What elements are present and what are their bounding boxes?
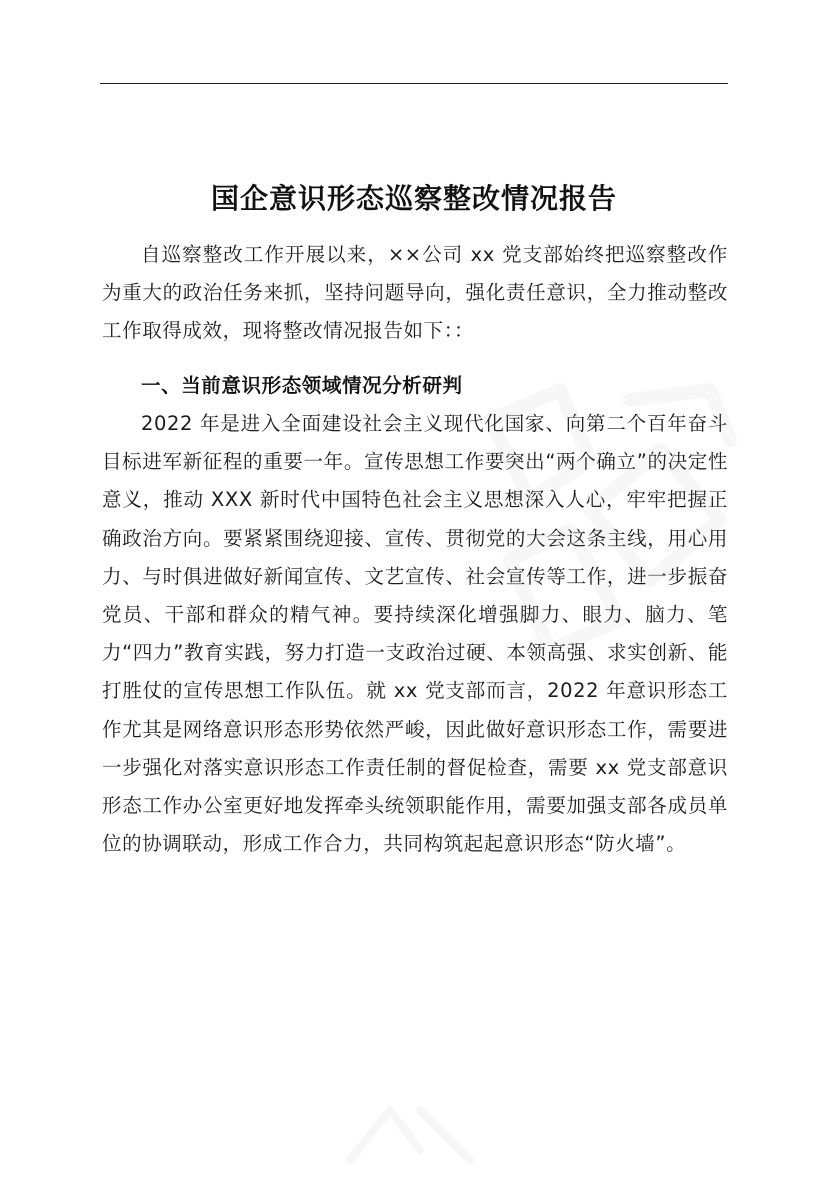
watermark-logo <box>420 330 780 690</box>
intro-paragraph: 自巡察整改工作开展以来，××公司 xx 党支部始终把巡察整改作为重大的政治任务来抓，坚持问题导向，强化责任意识，全力推动整改工作取得成效，现将整改情况报告如下：： <box>102 243 728 343</box>
watermark-mark <box>330 1080 490 1180</box>
section-heading: 一、当前意识形态领域情况分析研判 <box>141 374 463 397</box>
document-title: 国企意识形态巡察整改情况报告 <box>210 181 617 215</box>
header-rule <box>100 83 728 84</box>
analysis-paragraph: 2022 年是进入全面建设社会主义现代化国家、向第二个百年奋斗目标进军新征程的重要一年。宣传思想工作要突出“两个确立”的决定性意义，推动 XXX 新时代中国特色社会主义思想深入人心，牢牢把握正确政治方向。要紧紧围绕迎接、宣传、贯彻党的大会这条主线，用心用力、与时俱进做好新闻宣传、文艺宣传、社会宣传等工作，进一步振奋党员、干部和群众的精气神。要持续深化增强脚力、眼力、脑力、笔力“四力”教育实践，努力打造一支政治过硬、本领高强、求实创新、能打胜仗的宣传思想工作队伍。就 xx 党支部而言，2022 年意识形态工作尤其是网络意识形态形势依然严峻，因此做好意识形态工作，需要进一步强化对落实意识形态工作责任制的督促检查，需要 xx 党支部意识形态工作办公室更好地发挥牵头统领职能作用，需要加强支部各成员单位的协调联动，形成工作合力，共同构筑起起意识形态“防火墙”。 <box>102 412 728 856</box>
